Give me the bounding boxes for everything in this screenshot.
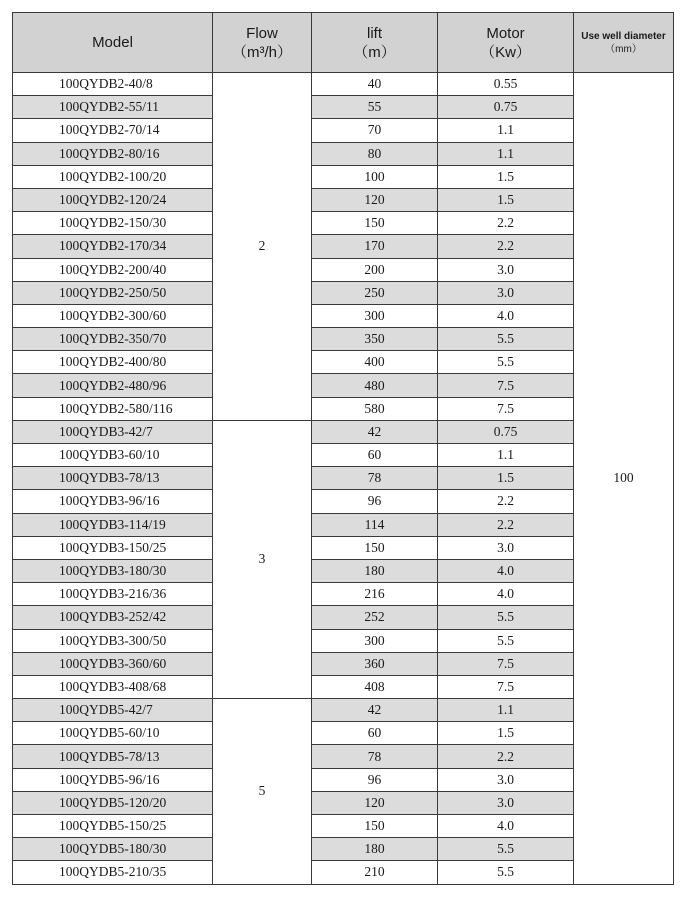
lift-cell: 170: [312, 235, 438, 258]
header-motor: Motor （Kw）: [438, 13, 574, 73]
model-cell: 100QYDB3-216/36: [13, 583, 213, 606]
flow-group-cell: 5: [213, 699, 312, 885]
motor-cell: 1.1: [438, 444, 574, 467]
header-flow: Flow （m³/h）: [213, 13, 312, 73]
motor-cell: 7.5: [438, 652, 574, 675]
model-cell: 100QYDB3-42/7: [13, 420, 213, 443]
model-cell: 100QYDB5-78/13: [13, 745, 213, 768]
header-lift: lift （m）: [312, 13, 438, 73]
lift-cell: 210: [312, 861, 438, 884]
motor-cell: 7.5: [438, 675, 574, 698]
motor-cell: 7.5: [438, 397, 574, 420]
motor-cell: 5.5: [438, 328, 574, 351]
model-cell: 100QYDB3-252/42: [13, 606, 213, 629]
motor-cell: 3.0: [438, 536, 574, 559]
model-cell: 100QYDB2-170/34: [13, 235, 213, 258]
lift-cell: 400: [312, 351, 438, 374]
lift-cell: 580: [312, 397, 438, 420]
lift-cell: 60: [312, 722, 438, 745]
lift-cell: 180: [312, 838, 438, 861]
lift-cell: 150: [312, 212, 438, 235]
model-cell: 100QYDB2-100/20: [13, 165, 213, 188]
lift-cell: 100: [312, 165, 438, 188]
motor-cell: 5.5: [438, 861, 574, 884]
model-cell: 100QYDB5-210/35: [13, 861, 213, 884]
model-cell: 100QYDB2-120/24: [13, 188, 213, 211]
well-diameter-cell: 100: [574, 73, 674, 885]
motor-cell: 4.0: [438, 304, 574, 327]
model-cell: 100QYDB2-70/14: [13, 119, 213, 142]
lift-cell: 55: [312, 96, 438, 119]
motor-cell: 5.5: [438, 838, 574, 861]
motor-cell: 2.2: [438, 513, 574, 536]
motor-cell: 1.1: [438, 699, 574, 722]
motor-cell: 2.2: [438, 235, 574, 258]
lift-cell: 150: [312, 536, 438, 559]
lift-cell: 150: [312, 815, 438, 838]
model-cell: 100QYDB2-580/116: [13, 397, 213, 420]
lift-cell: 200: [312, 258, 438, 281]
motor-cell: 4.0: [438, 559, 574, 582]
motor-cell: 1.5: [438, 188, 574, 211]
motor-cell: 4.0: [438, 583, 574, 606]
motor-cell: 2.2: [438, 490, 574, 513]
model-cell: 100QYDB2-250/50: [13, 281, 213, 304]
motor-cell: 1.5: [438, 722, 574, 745]
lift-cell: 120: [312, 188, 438, 211]
motor-cell: 5.5: [438, 351, 574, 374]
motor-cell: 5.5: [438, 629, 574, 652]
model-cell: 100QYDB2-300/60: [13, 304, 213, 327]
lift-cell: 480: [312, 374, 438, 397]
motor-cell: 7.5: [438, 374, 574, 397]
motor-cell: 2.2: [438, 212, 574, 235]
lift-cell: 300: [312, 304, 438, 327]
lift-cell: 180: [312, 559, 438, 582]
model-cell: 100QYDB3-408/68: [13, 675, 213, 698]
lift-cell: 80: [312, 142, 438, 165]
model-cell: 100QYDB5-42/7: [13, 699, 213, 722]
flow-group-cell: 3: [213, 420, 312, 698]
model-cell: 100QYDB2-40/8: [13, 73, 213, 96]
model-cell: 100QYDB3-96/16: [13, 490, 213, 513]
lift-cell: 42: [312, 699, 438, 722]
lift-cell: 252: [312, 606, 438, 629]
model-cell: 100QYDB3-78/13: [13, 467, 213, 490]
model-cell: 100QYDB5-150/25: [13, 815, 213, 838]
table-row: [13, 73, 674, 96]
model-cell: 100QYDB2-55/11: [13, 96, 213, 119]
pump-spec-table: [12, 12, 674, 885]
lift-cell: 350: [312, 328, 438, 351]
lift-cell: 300: [312, 629, 438, 652]
lift-cell: 408: [312, 675, 438, 698]
motor-cell: 1.1: [438, 119, 574, 142]
lift-cell: 120: [312, 791, 438, 814]
lift-cell: 96: [312, 768, 438, 791]
lift-cell: 42: [312, 420, 438, 443]
motor-cell: 1.5: [438, 467, 574, 490]
motor-cell: 0.75: [438, 420, 574, 443]
motor-cell: 1.1: [438, 142, 574, 165]
model-cell: 100QYDB2-480/96: [13, 374, 213, 397]
model-cell: 100QYDB3-360/60: [13, 652, 213, 675]
model-cell: 100QYDB3-300/50: [13, 629, 213, 652]
lift-cell: 40: [312, 73, 438, 96]
model-cell: 100QYDB2-350/70: [13, 328, 213, 351]
motor-cell: 3.0: [438, 281, 574, 304]
motor-cell: 0.75: [438, 96, 574, 119]
lift-cell: 78: [312, 467, 438, 490]
motor-cell: 3.0: [438, 791, 574, 814]
flow-group-cell: 2: [213, 73, 312, 421]
model-cell: 100QYDB5-180/30: [13, 838, 213, 861]
model-cell: 100QYDB2-80/16: [13, 142, 213, 165]
model-cell: 100QYDB5-120/20: [13, 791, 213, 814]
motor-cell: 0.55: [438, 73, 574, 96]
header-well-diameter: Use well diameter （mm）: [574, 13, 674, 73]
motor-cell: 2.2: [438, 745, 574, 768]
lift-cell: 216: [312, 583, 438, 606]
lift-cell: 70: [312, 119, 438, 142]
model-cell: 100QYDB5-60/10: [13, 722, 213, 745]
motor-cell: 5.5: [438, 606, 574, 629]
header-row: [13, 13, 674, 73]
model-cell: 100QYDB3-180/30: [13, 559, 213, 582]
model-cell: 100QYDB3-60/10: [13, 444, 213, 467]
lift-cell: 114: [312, 513, 438, 536]
motor-cell: 3.0: [438, 258, 574, 281]
model-cell: 100QYDB2-150/30: [13, 212, 213, 235]
header-model: Model: [13, 13, 213, 73]
lift-cell: 250: [312, 281, 438, 304]
model-cell: 100QYDB3-114/19: [13, 513, 213, 536]
model-cell: 100QYDB2-400/80: [13, 351, 213, 374]
lift-cell: 96: [312, 490, 438, 513]
motor-cell: 4.0: [438, 815, 574, 838]
model-cell: 100QYDB3-150/25: [13, 536, 213, 559]
motor-cell: 3.0: [438, 768, 574, 791]
model-cell: 100QYDB2-200/40: [13, 258, 213, 281]
motor-cell: 1.5: [438, 165, 574, 188]
lift-cell: 60: [312, 444, 438, 467]
model-cell: 100QYDB5-96/16: [13, 768, 213, 791]
lift-cell: 78: [312, 745, 438, 768]
lift-cell: 360: [312, 652, 438, 675]
